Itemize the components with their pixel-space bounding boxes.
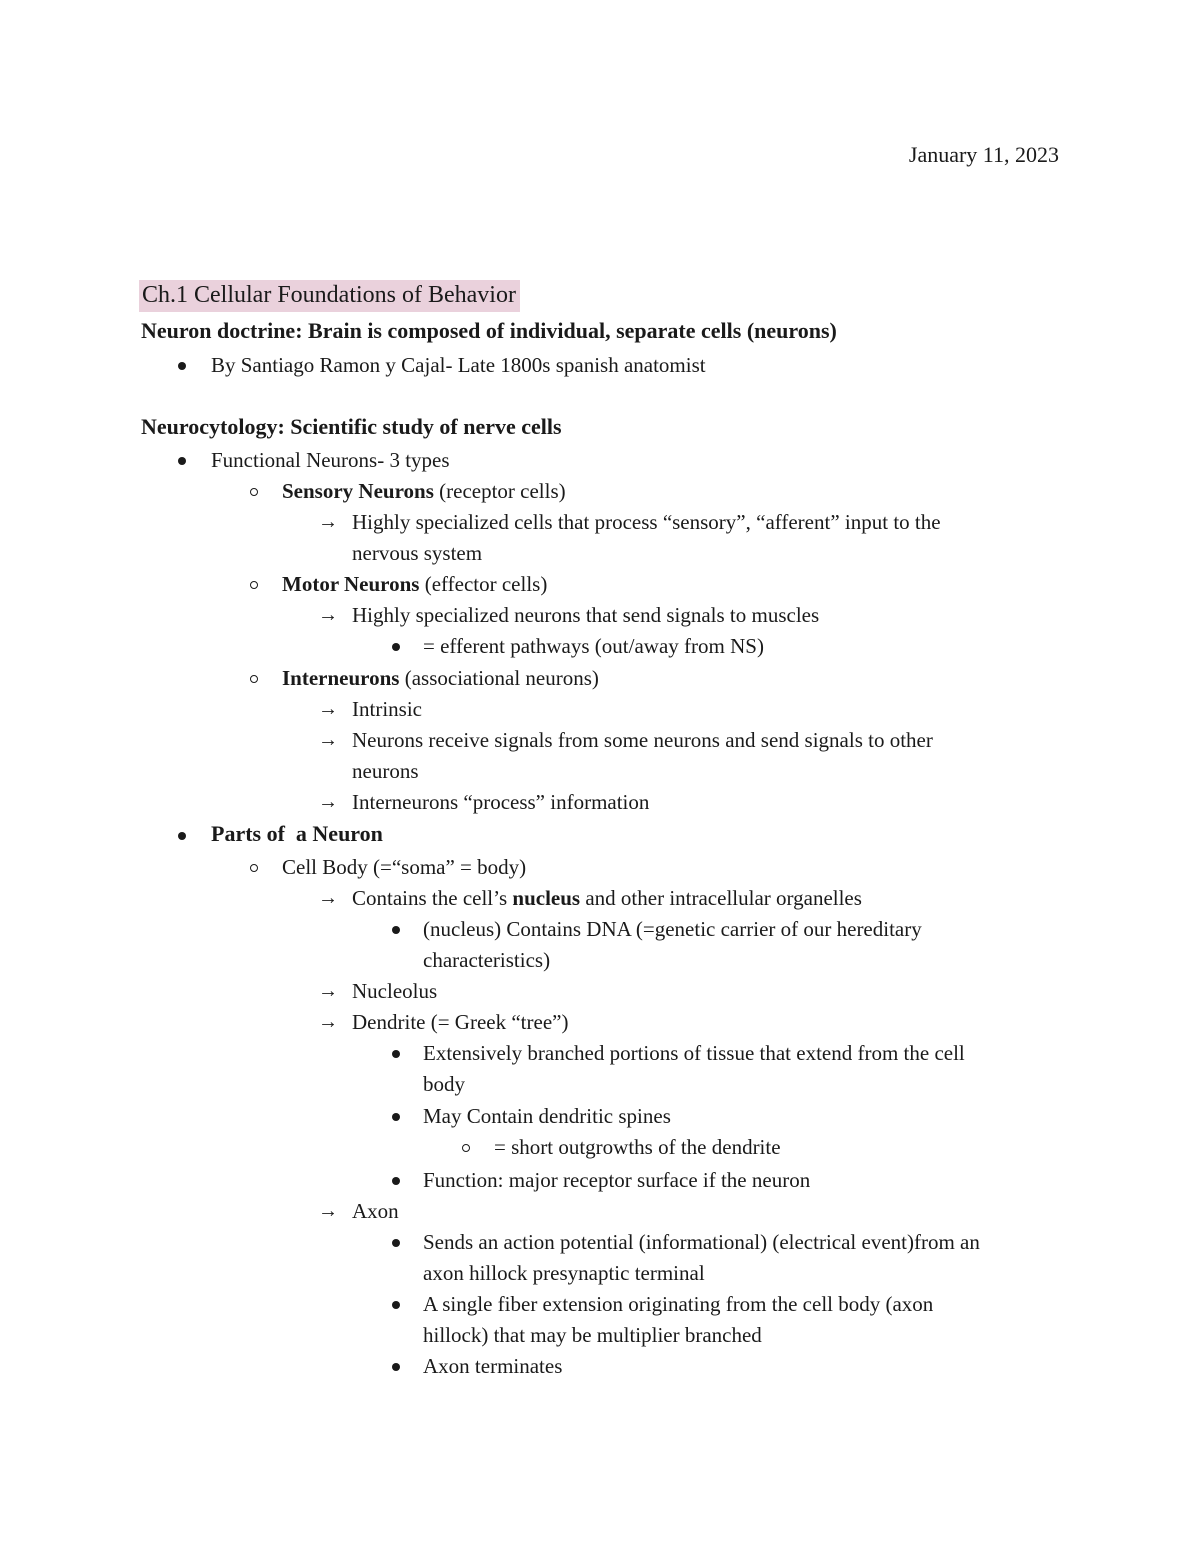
motor-neurons-name: Motor Neurons — [282, 572, 420, 596]
bullet-dot-icon — [392, 1363, 400, 1371]
bullet-circle-icon — [250, 488, 258, 496]
sensory-neurons-item — [282, 478, 566, 504]
interneurons-name: Interneurons — [282, 666, 400, 690]
sensory-arrow-1: Highly specialized cells that process “sensory”, “afferent” input to the — [352, 510, 941, 534]
axon-item: Axon — [352, 1199, 399, 1223]
bullet-circle-icon — [250, 581, 258, 589]
bullet-dot-icon — [392, 1050, 400, 1058]
page-title: Ch.1 Cellular Foundations of Behavior — [139, 280, 520, 312]
bullet-circle-icon — [250, 675, 258, 683]
arrow-icon: → — [318, 604, 338, 626]
neurocytology-term: Neurocytology: — [141, 414, 285, 439]
dendrite-sub-2a: = short outgrowths of the dendrite — [494, 1135, 781, 1159]
neuron-doctrine-term: Neuron doctrine — [141, 318, 296, 343]
inter-arrow-2: Neurons receive signals from some neurons and send signals to other — [352, 728, 933, 752]
arrow-icon: → — [318, 887, 338, 909]
axon-sub-2-cont: hillock) that may be multiplier branched — [423, 1323, 762, 1347]
bullet-dot-icon — [392, 1113, 400, 1121]
contains-bold: nucleus — [512, 886, 581, 910]
neurocytology-heading — [141, 414, 562, 440]
axon-sub-3: Axon terminates — [423, 1354, 563, 1378]
arrow-icon: → — [318, 1011, 338, 1033]
date: January 11, 2023 — [908, 142, 1059, 167]
arrow-icon: → — [318, 1200, 338, 1222]
dendrite-sub-1: Extensively branched portions of tissue that extend from the cell — [423, 1041, 965, 1065]
axon-sub-1: Sends an action potential (informational) (electrical event)from an — [423, 1230, 980, 1254]
neuron-doctrine-definition: : Brain is composed of individual, separate cells (neurons) — [295, 318, 837, 343]
motor-neurons-desc: (effector cells) — [419, 572, 548, 596]
dendrite-item: Dendrite (= Greek “tree”) — [352, 1010, 569, 1034]
neuron-doctrine-bullet: By Santiago Ramon y Cajal- Late 1800s spanish anatomist — [211, 353, 706, 377]
bullet-dot-icon — [178, 362, 186, 370]
dendrite-sub-1-cont: body — [423, 1072, 465, 1096]
functional-neurons: Functional Neurons- 3 types — [211, 448, 450, 472]
contains-item — [352, 885, 862, 911]
arrow-icon: → — [318, 791, 338, 813]
neurocytology-definition: Scientific study of nerve cells — [284, 414, 562, 439]
nucleolus-item: Nucleolus — [352, 979, 438, 1003]
bullet-circle-icon — [250, 864, 258, 872]
bullet-circle-icon — [462, 1144, 470, 1152]
motor-sub-1: = efferent pathways (out/away from NS) — [423, 634, 764, 658]
cell-body-item: Cell Body (=“soma” = body) — [282, 855, 527, 879]
motor-neurons-item — [282, 571, 547, 597]
axon-sub-2: A single fiber extension originating from the cell body (axon — [423, 1292, 934, 1316]
neuron-doctrine-heading — [141, 318, 837, 344]
sensory-arrow-1-cont: nervous system — [352, 541, 483, 565]
dendrite-sub-2: May Contain dendritic spines — [423, 1104, 671, 1128]
arrow-icon: → — [318, 511, 338, 533]
bullet-dot-icon — [392, 1239, 400, 1247]
interneurons-desc: (associational neurons) — [399, 666, 599, 690]
interneurons-item — [282, 665, 599, 691]
contains-pre: Contains the cell’s — [352, 886, 513, 910]
bullet-dot-icon — [392, 926, 400, 934]
dendrite-sub-3: Function: major receptor surface if the neuron — [423, 1168, 811, 1192]
bullet-dot-icon — [178, 832, 186, 840]
arrow-icon: → — [318, 698, 338, 720]
bullet-dot-icon — [178, 457, 186, 465]
sensory-neurons-name: Sensory Neurons — [282, 479, 434, 503]
nucleus-note: (nucleus) Contains DNA (=genetic carrier of our hereditary — [423, 917, 922, 941]
arrow-icon: → — [318, 980, 338, 1002]
bullet-dot-icon — [392, 643, 400, 651]
axon-sub-1-cont: axon hillock presynaptic terminal — [423, 1261, 705, 1285]
inter-arrow-3: Interneurons “process” information — [352, 790, 650, 814]
sensory-neurons-desc: (receptor cells) — [433, 479, 566, 503]
inter-arrow-2-cont: neurons — [352, 759, 419, 783]
parts-heading: Parts of a Neuron — [211, 821, 383, 846]
nucleus-note-cont: characteristics) — [423, 948, 551, 972]
inter-arrow-1: Intrinsic — [352, 697, 422, 721]
motor-arrow-1: Highly specialized neurons that send signals to muscles — [352, 603, 820, 627]
bullet-dot-icon — [392, 1301, 400, 1309]
bullet-dot-icon — [392, 1177, 400, 1185]
arrow-icon: → — [318, 729, 338, 751]
contains-post: and other intracellular organelles — [580, 886, 862, 910]
